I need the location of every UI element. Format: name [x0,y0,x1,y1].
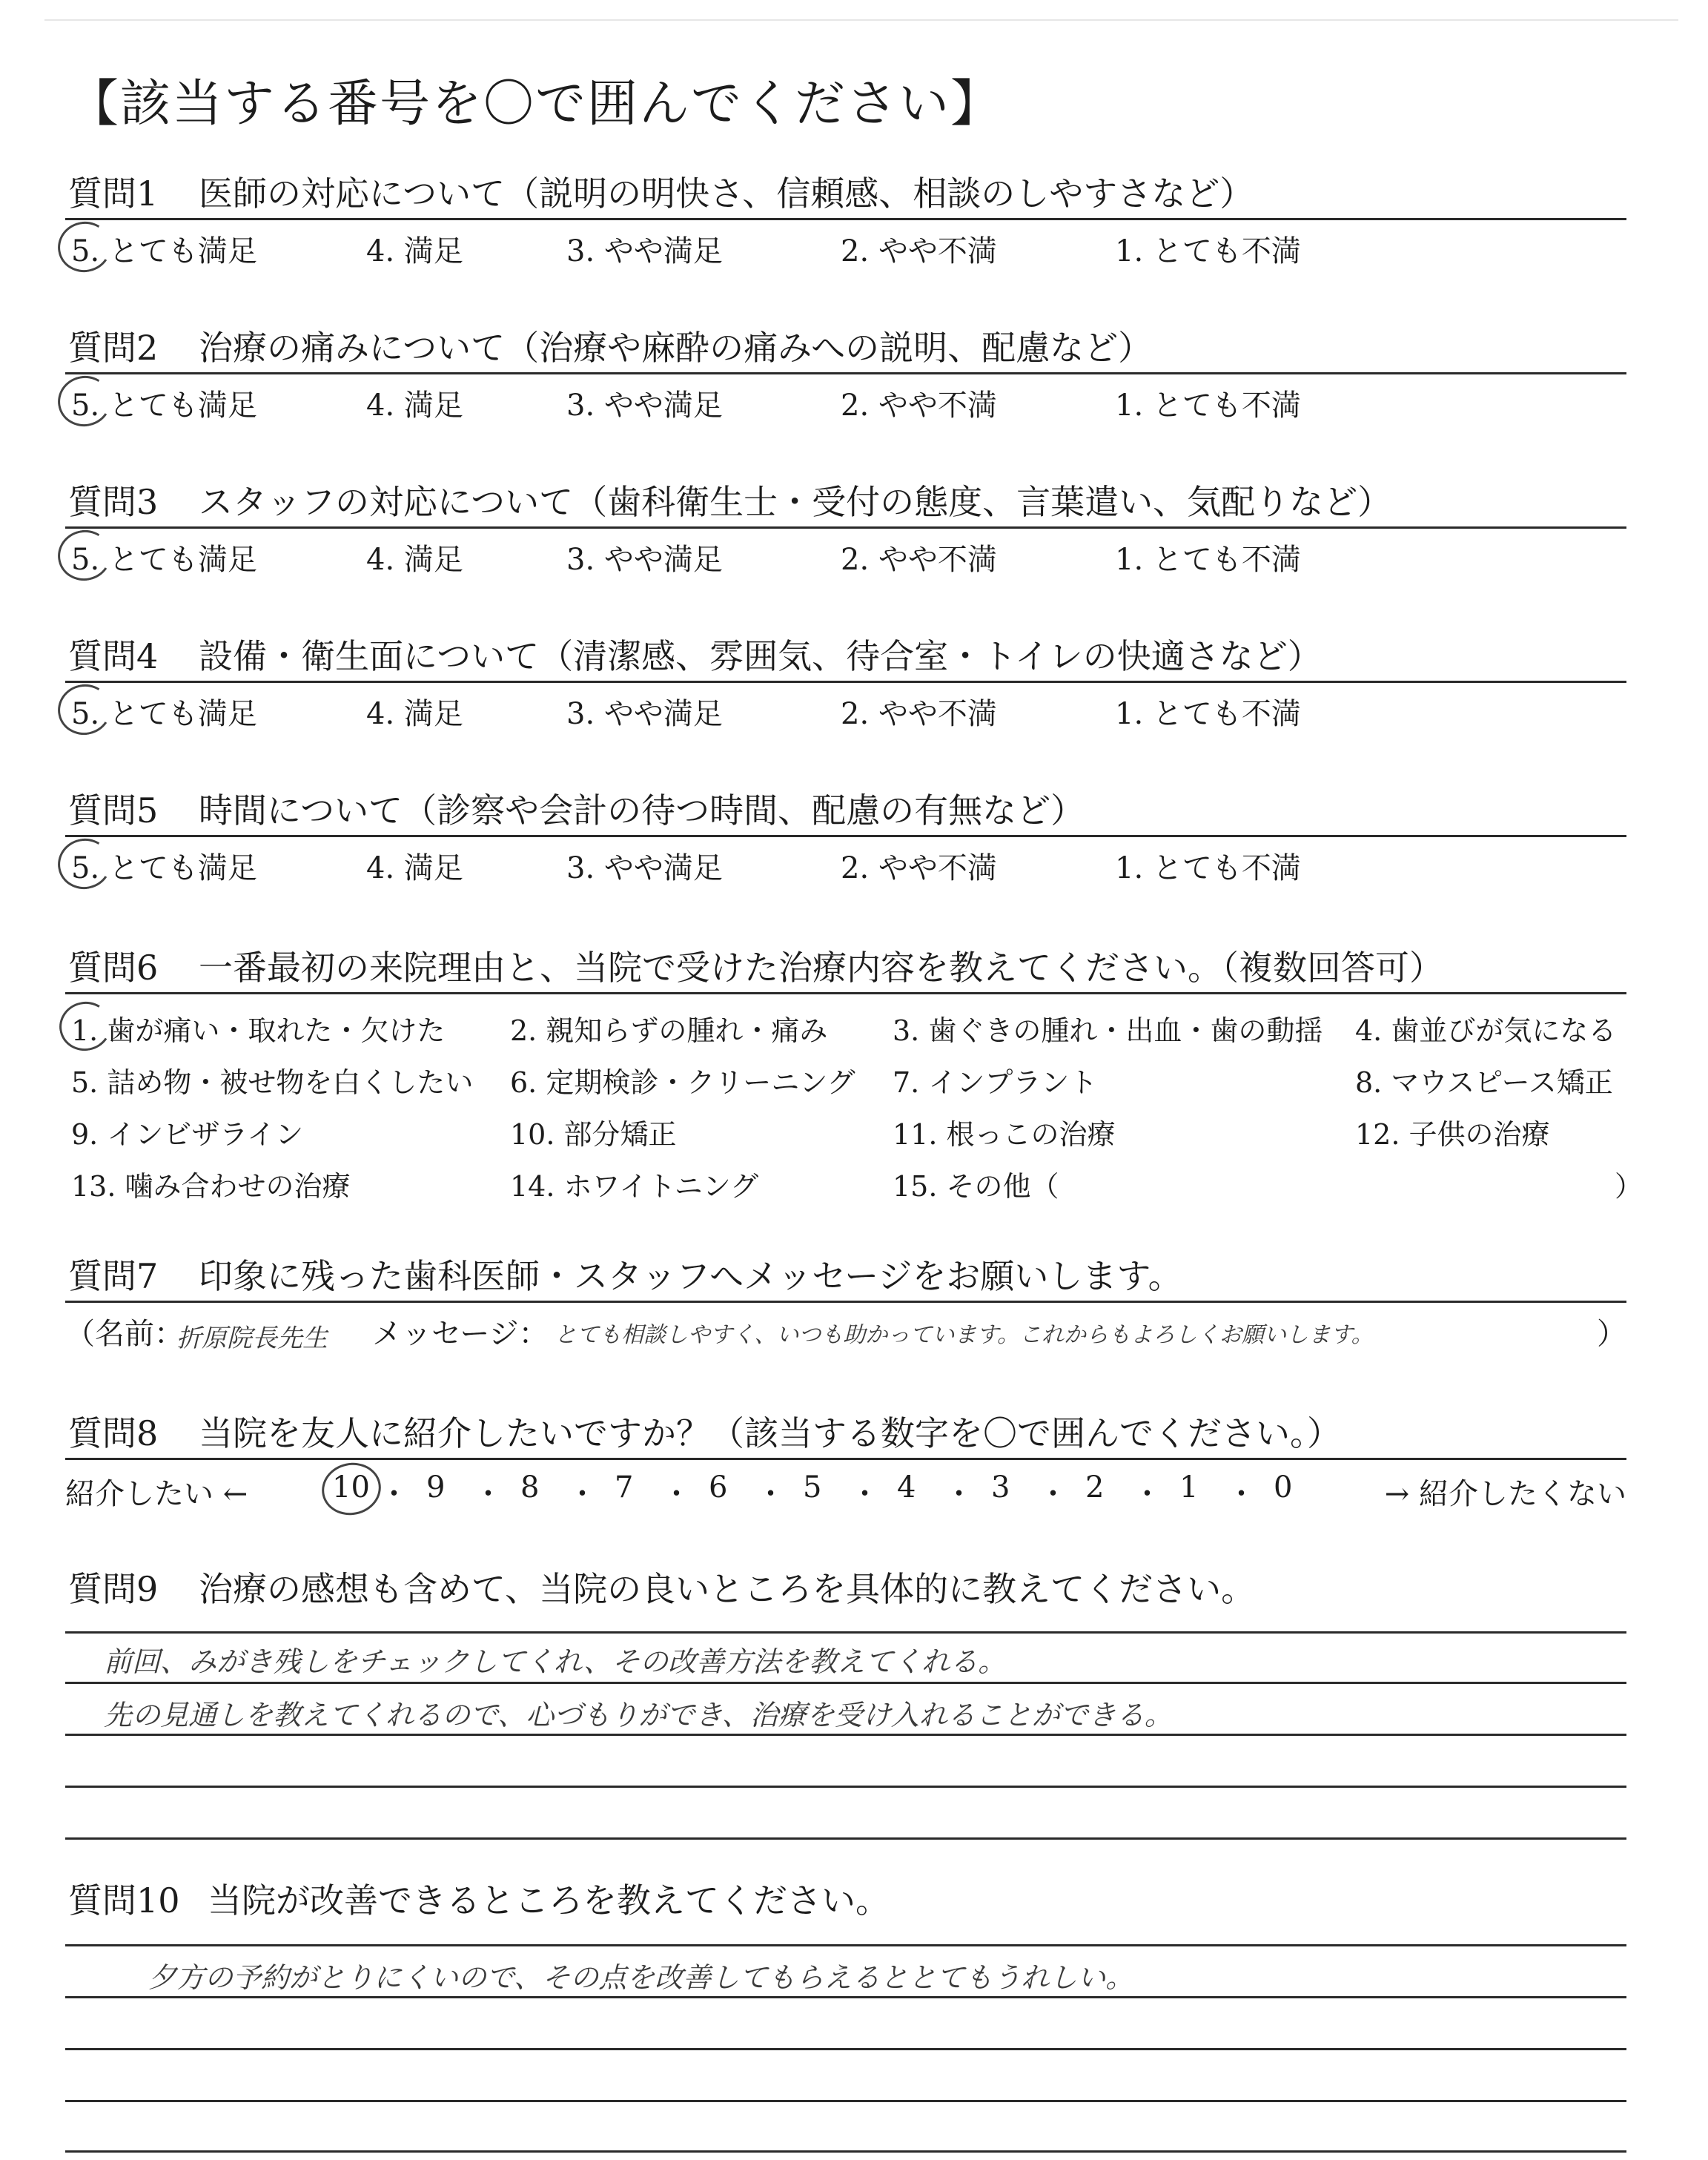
scale-dot: ・ [755,1477,786,1511]
rating-option[interactable]: 5. とても満足 [71,543,257,577]
question-number: 質問4 [68,636,159,676]
treatment-option[interactable]: 14. ホワイトニング [510,1170,759,1203]
treatment-option[interactable]: 1. 歯が痛い・取れた・欠けた [71,1014,446,1047]
rating-options [65,840,1626,886]
question-number: 質問7 [68,1256,159,1296]
answer-line [65,2150,1626,2153]
answer-line [65,1631,1626,1634]
scale-right-label: → 紹介したくない [1384,1477,1626,1511]
rating-option[interactable]: 3. やや満足 [566,389,723,423]
question-2 [65,323,1626,423]
question-title [65,478,1626,529]
question-text: 治療の痛みについて（治療や麻酔の痛みへの説明、配慮など） [199,328,1153,368]
question-9 [65,1565,1626,1614]
rating-option[interactable]: 2. やや不満 [841,389,997,423]
answer-line [65,2100,1626,2102]
answer-line [65,1734,1626,1736]
scale-dot: ・ [567,1477,598,1511]
top-edge-line [44,19,1678,21]
rating-options [65,377,1626,423]
treatment-option[interactable]: 9. インビザライン [71,1118,304,1151]
selection-circle [317,1457,386,1520]
question-text: 一番最初の来院理由と、当院で受けた治療内容を教えてください。（複数回答可） [199,948,1443,988]
rating-options [65,686,1626,732]
question-title [65,632,1626,683]
rating-option[interactable]: 2. やや不満 [841,851,997,885]
question-title [65,169,1626,220]
question-title [65,1876,1626,1925]
treatment-option[interactable]: 13. 噛み合わせの治療 [71,1170,351,1203]
treatment-option[interactable]: 2. 親知らずの腫れ・痛み [510,1014,828,1047]
answer-line [65,1944,1626,1946]
question-text: 治療の感想も含めて、当院の良いところを具体的に教えてください。 [199,1569,1256,1609]
question-number: 質問1 [68,174,159,214]
rating-option[interactable]: 4. 満足 [366,697,463,731]
question-text: スタッフの対応について（歯科衛生士・受付の態度、言葉遣い、気配りなど） [199,482,1392,522]
scale-value[interactable]: 6 [709,1470,728,1505]
treatment-option[interactable]: 3. 歯ぐきの腫れ・出血・歯の動揺 [893,1014,1323,1047]
scale-value[interactable]: 10 [332,1470,370,1505]
rating-option[interactable]: 3. やや満足 [566,697,723,731]
scale-value[interactable]: 0 [1274,1470,1293,1505]
scale-dot: ・ [1038,1477,1068,1511]
answer-line [65,2048,1626,2050]
scale-dot: ・ [1226,1477,1257,1511]
question-text: 設備・衛生面について（清潔感、雰囲気、待合室・トイレの快適さなど） [199,636,1322,676]
question-title [65,943,1626,994]
rating-options [65,532,1626,578]
question-number: 質問10 [68,1880,180,1920]
answer-line [65,1996,1626,1998]
question-number: 質問9 [68,1569,159,1609]
question-number: 質問8 [68,1413,159,1453]
rating-option[interactable]: 3. やや満足 [566,543,723,577]
rating-option[interactable]: 3. やや満足 [566,234,723,268]
other-close-paren: ） [1615,1170,1644,1203]
answer-line [65,1837,1626,1840]
question-number: 質問3 [68,482,159,522]
treatment-options [65,1002,1644,1209]
q9-answer-line-1[interactable]: 前回、みがき残しをチェックしてくれ、その改善方法を教えてくれる。 [104,1645,1007,1678]
scale-dot: ・ [850,1477,880,1511]
question-7 [65,1252,1626,1359]
question-text: 印象に残った歯科医師・スタッフへメッセージをお願いします。 [199,1256,1182,1296]
question-number: 質問6 [68,948,159,988]
rating-option[interactable]: 4. 満足 [366,851,463,885]
rating-option[interactable]: 5. とても満足 [71,389,257,423]
rating-option[interactable]: 1. とても不満 [1115,389,1301,423]
rating-option[interactable]: 2. やや不満 [841,543,997,577]
question-4 [65,632,1626,732]
rating-option[interactable]: 4. 満足 [366,543,463,577]
question-1 [65,169,1626,269]
question-text: 時間について（診察や会計の待つ時間、配慮の有無など） [199,790,1085,830]
scale-value[interactable]: 2 [1085,1470,1105,1505]
question-title [65,1252,1626,1303]
scale-value[interactable]: 1 [1179,1470,1199,1505]
question-10 [65,1876,1626,1925]
question-text: 当院が改善できるところを教えてください。 [208,1880,890,1920]
question-title [65,1409,1626,1460]
treatment-option[interactable]: 8. マウスピース矯正 [1355,1066,1613,1099]
rating-option[interactable]: 5. とても満足 [71,697,257,731]
scale-value[interactable]: 4 [897,1470,916,1505]
scale-dot: ・ [379,1477,409,1511]
rating-option[interactable]: 4. 満足 [366,389,463,423]
treatment-option[interactable]: 15. その他（ [893,1170,1059,1203]
question-text: 医師の対応について（説明の明快さ、信頼感、相談のしやすさなど） [199,174,1254,214]
treatment-option[interactable]: 4. 歯並びが気になる [1355,1014,1617,1047]
rating-option[interactable]: 1. とても不満 [1115,234,1301,268]
scale-value[interactable]: 9 [426,1470,446,1505]
rating-option[interactable]: 2. やや不満 [841,234,997,268]
rating-option[interactable]: 3. やや満足 [566,851,723,885]
question-6 [65,943,1644,1209]
q10-answer-line-1[interactable]: 夕方の予約がとりにくいので、その点を改善してもらえるととてもうれしい。 [148,1961,1134,1994]
question-title [65,786,1626,837]
treatment-option[interactable]: 10. 部分矯正 [510,1118,677,1151]
question-number: 質問2 [68,328,159,368]
scale-dot: ・ [944,1477,974,1511]
treatment-option[interactable]: 6. 定期検診・クリーニング [510,1066,855,1099]
q9-answer-line-2[interactable]: 先の見通しを教えてくれるので、心づもりができ、治療を受け入れることができる。 [104,1699,1173,1731]
rating-option[interactable]: 1. とても不満 [1115,543,1301,577]
recommend-scale [65,1464,1626,1516]
form-header: 【該当する番号を〇で囲んでください】 [68,75,1003,133]
name-label: （名前： [65,1317,184,1351]
rating-option[interactable]: 1. とても不満 [1115,851,1301,885]
scale-value[interactable]: 8 [520,1470,540,1505]
name-answer[interactable]: 折原院長先生 [176,1324,328,1353]
question-3 [65,478,1626,578]
scale-value[interactable]: 3 [991,1470,1010,1505]
question-title [65,323,1626,374]
question-8 [65,1409,1626,1516]
question-text: 当院を友人に紹介したいですか？（該当する数字を〇で囲んでください。） [199,1413,1341,1453]
treatment-option[interactable]: 11. 根っこの治療 [893,1118,1116,1151]
scale-left-label: 紹介したい ← [65,1477,248,1511]
answer-line [65,1682,1626,1684]
scale-dot: ・ [473,1477,503,1511]
answer-line [65,1786,1626,1788]
treatment-option[interactable]: 7. インプラント [893,1066,1098,1099]
message-row [65,1303,1626,1359]
scale-value[interactable]: 7 [615,1470,634,1505]
question-number: 質問5 [68,790,159,830]
message-answer[interactable]: とても相談しやすく、いつも助かっています。これからもよろしくお願いします。 [555,1322,1374,1348]
close-paren: ） [1597,1317,1626,1351]
scale-dot: ・ [661,1477,692,1511]
rating-options [65,223,1626,269]
scale-dot: ・ [1132,1477,1162,1511]
scale-value[interactable]: 5 [803,1470,822,1505]
rating-option[interactable]: 2. やや不満 [841,697,997,731]
question-title [65,1565,1626,1614]
treatment-option[interactable]: 12. 子供の治療 [1355,1118,1550,1151]
rating-option[interactable]: 4. 満足 [366,234,463,268]
rating-option[interactable]: 5. とても満足 [71,851,257,885]
rating-option[interactable]: 5. とても満足 [71,234,257,268]
message-label: メッセージ： [372,1317,549,1351]
rating-option[interactable]: 1. とても不満 [1115,697,1301,731]
question-5 [65,786,1626,886]
treatment-option[interactable]: 5. 詰め物・被せ物を白くしたい [71,1066,474,1099]
